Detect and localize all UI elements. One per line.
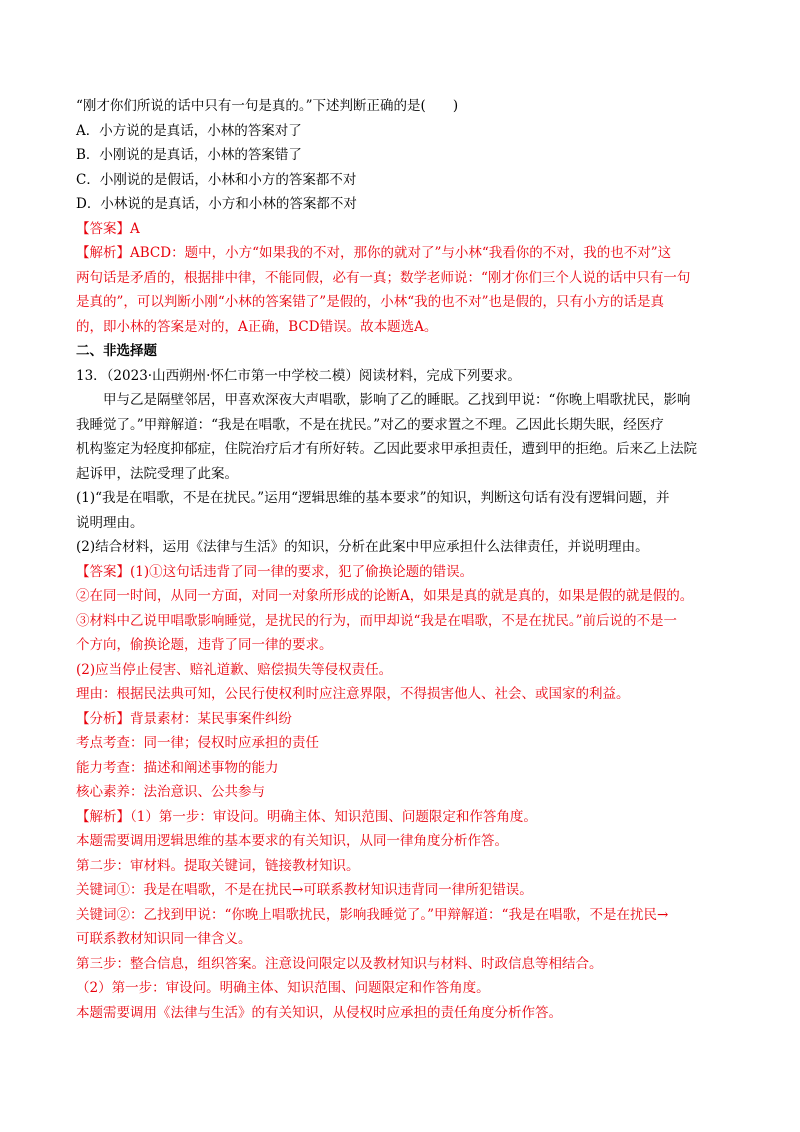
document-page [76, 94, 736, 1025]
answer-13-line-5: (2)应当停止侵害、赔礼道歉、赔偿损失等侵权责任。 [76, 661, 393, 678]
material-line-2: 我睡觉了。”甲辩解道：“我是在唱歌，不是在扰民。”对乙的要求置之不理。乙因此长期失眠，经医疗 [76, 416, 664, 433]
analysis-12-line-4: 的，即小林的答案是对的，A正确，BCD错误。故本题选A。 [76, 318, 438, 335]
analysis-13-line-1: 【分析】背景素材：某民事案件纠纷 [76, 710, 292, 727]
material-line-3: 机构鉴定为轻度抑郁症，住院治疗后才有所好转。乙因此要求甲承担责任，遭到甲的拒绝。后来乙上法院 [76, 441, 697, 457]
analysis-13-line-3: 能力考查：描述和阐述事物的能力 [76, 759, 279, 776]
option-c: C．小刚说的是假话，小林和小方的答案都不对 [76, 171, 357, 188]
analysis-12-line-3: 是真的”，可以判断小刚“小林的答案错了”是假的，小林“我的也不对”也是假的，只有小方的话是真 [76, 294, 665, 310]
analysis-13-line-6: 本题需要调用逻辑思维的基本要求的有关知识，从同一律角度分析作答。 [76, 833, 508, 849]
question-13-part-2: (2)结合材料，运用《法律与生活》的知识，分析在此案中甲应承担什么法律责任，并说明理由。 [76, 539, 649, 555]
analysis-13-line-11: 第三步：整合信息，组织答案。注意设问限定以及教材知识与材料、时政信息等相结合。 [76, 955, 603, 972]
answer-13-line-2: ②在同一时间，从同一方面，对同一对象所形成的论断A，如果是真的就是真的，如果是假的就是假的。 [76, 588, 694, 604]
analysis-13-line-2: 考点考查：同一律；侵权时应承担的责任 [76, 735, 319, 751]
analysis-13-line-9: 关键词②：乙找到甲说：“你晚上唱歌扰民，影响我睡觉了。”甲辩解道：“我是在唱歌，不是在扰民→ [76, 906, 669, 923]
answer-12: 【答案】A [76, 220, 140, 237]
material-line-1: 甲与乙是隔壁邻居，甲喜欢深夜大声唱歌，影响了乙的睡眠。乙找到甲说：“你晚上唱歌扰民，影响 [103, 392, 691, 408]
analysis-13-line-5: 【解析】（1）第一步：审设问。明确主体、知识范围、问题限定和作答角度。 [76, 808, 537, 825]
analysis-13-line-10: 可联系教材知识同一律含义。 [76, 931, 252, 947]
analysis-13-line-4: 核心素养：法治意识、公共参与 [76, 784, 265, 800]
analysis-12-line-1: 【解析】ABCD：题中，小方“如果我的不对，那你的就对了”与小林“我看你的不对，我的也不对”这 [76, 245, 672, 261]
analysis-13-line-8: 关键词①：我是在唱歌，不是在扰民→可联系教材知识违背同一律所犯错误。 [76, 882, 533, 898]
analysis-13-line-13: 本题需要调用《法律与生活》的有关知识，从侵权时应承担的责任角度分析作答。 [76, 1004, 562, 1021]
material-line-4: 起诉甲，法院受理了此案。 [76, 465, 238, 482]
question-13-header: 13．（2023·山西朔州·怀仁市第一中学校二模）阅读材料，完成下列要求。 [76, 367, 521, 384]
option-d: D．小林说的是真话，小方和小林的答案都不对 [76, 196, 357, 212]
option-a: A．小方说的是真话，小林的答案对了 [76, 122, 302, 139]
section-title: 二、非选择题 [76, 343, 157, 359]
answer-13-line-4: 个方向，偷换论题，违背了同一律的要求。 [76, 637, 333, 653]
question-12-tail: “刚才你们所说的话中只有一句是真的。”下述判断正确的是( ) [76, 98, 459, 114]
option-b: B．小刚说的是真话，小林的答案错了 [76, 147, 302, 163]
answer-13-line-3: ③材料中乙说甲唱歌影响睡觉，是扰民的行为，而甲却说“我是在唱歌，不是在扰民。”前后说的不是一 [76, 612, 678, 629]
analysis-12-line-2: 两句话是矛盾的，根据排中律，不能同假，必有一真；数学老师说：“刚才你们三个人说的话中只有一句 [76, 269, 691, 286]
question-13-part-1-line-1: (1)“我是在唱歌，不是在扰民。”运用“逻辑思维的基本要求”的知识，判断这句话有没有逻辑问题，并 [76, 490, 670, 506]
answer-13-line-6: 理由：根据民法典可知，公民行使权利时应注意界限，不得损害他人、社会、或国家的利益。 [76, 686, 630, 702]
question-13-part-1-line-2: 说明理由。 [76, 514, 144, 531]
analysis-13-line-7: 第二步：审材料。提取关键词，链接教材知识。 [76, 857, 360, 874]
analysis-13-line-12: （2）第一步：审设问。明确主体、知识范围、问题限定和作答角度。 [76, 980, 490, 996]
answer-13-line-1: 【答案】(1)①这句话违背了同一律的要求，犯了偷换论题的错误。 [76, 563, 474, 580]
